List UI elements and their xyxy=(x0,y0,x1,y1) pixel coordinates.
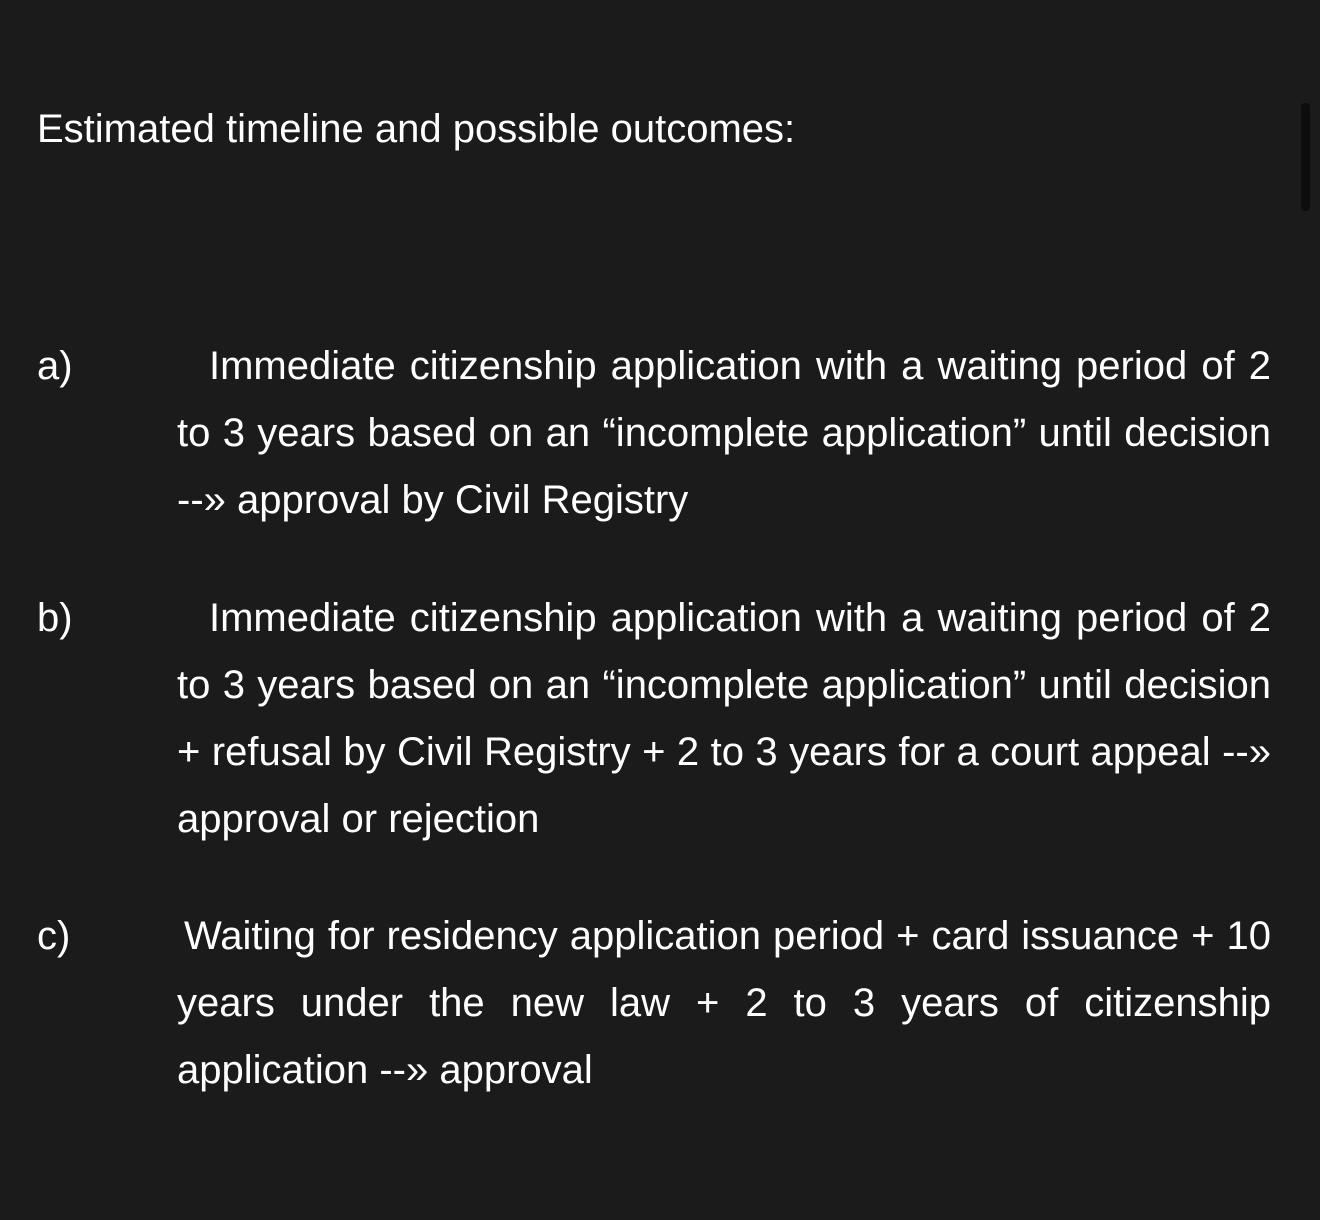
list-item-text: Immediate citizenship application with a waiting period of 2 to 3 years based on an “incomplete application” until decision + refusal by Civil Registry + 2 to 3 years for a court appeal --» approval or rejection xyxy=(177,596,1271,841)
scrollbar-thumb[interactable] xyxy=(1301,103,1310,211)
list-marker: c) xyxy=(37,914,71,958)
page-heading: Estimated timeline and possible outcomes: xyxy=(37,107,796,151)
list-item-text: Immediate citizenship application with a waiting period of 2 to 3 years based on an “incomplete application” until decision --» approval by Civil Registry xyxy=(177,344,1271,522)
list-marker: a) xyxy=(37,344,73,388)
list-item-text: Waiting for residency application period + card issuance + 10 years under the new law + 2 to 3 years of citizenship application --» approval xyxy=(177,914,1271,1092)
list-marker: b) xyxy=(37,596,73,640)
